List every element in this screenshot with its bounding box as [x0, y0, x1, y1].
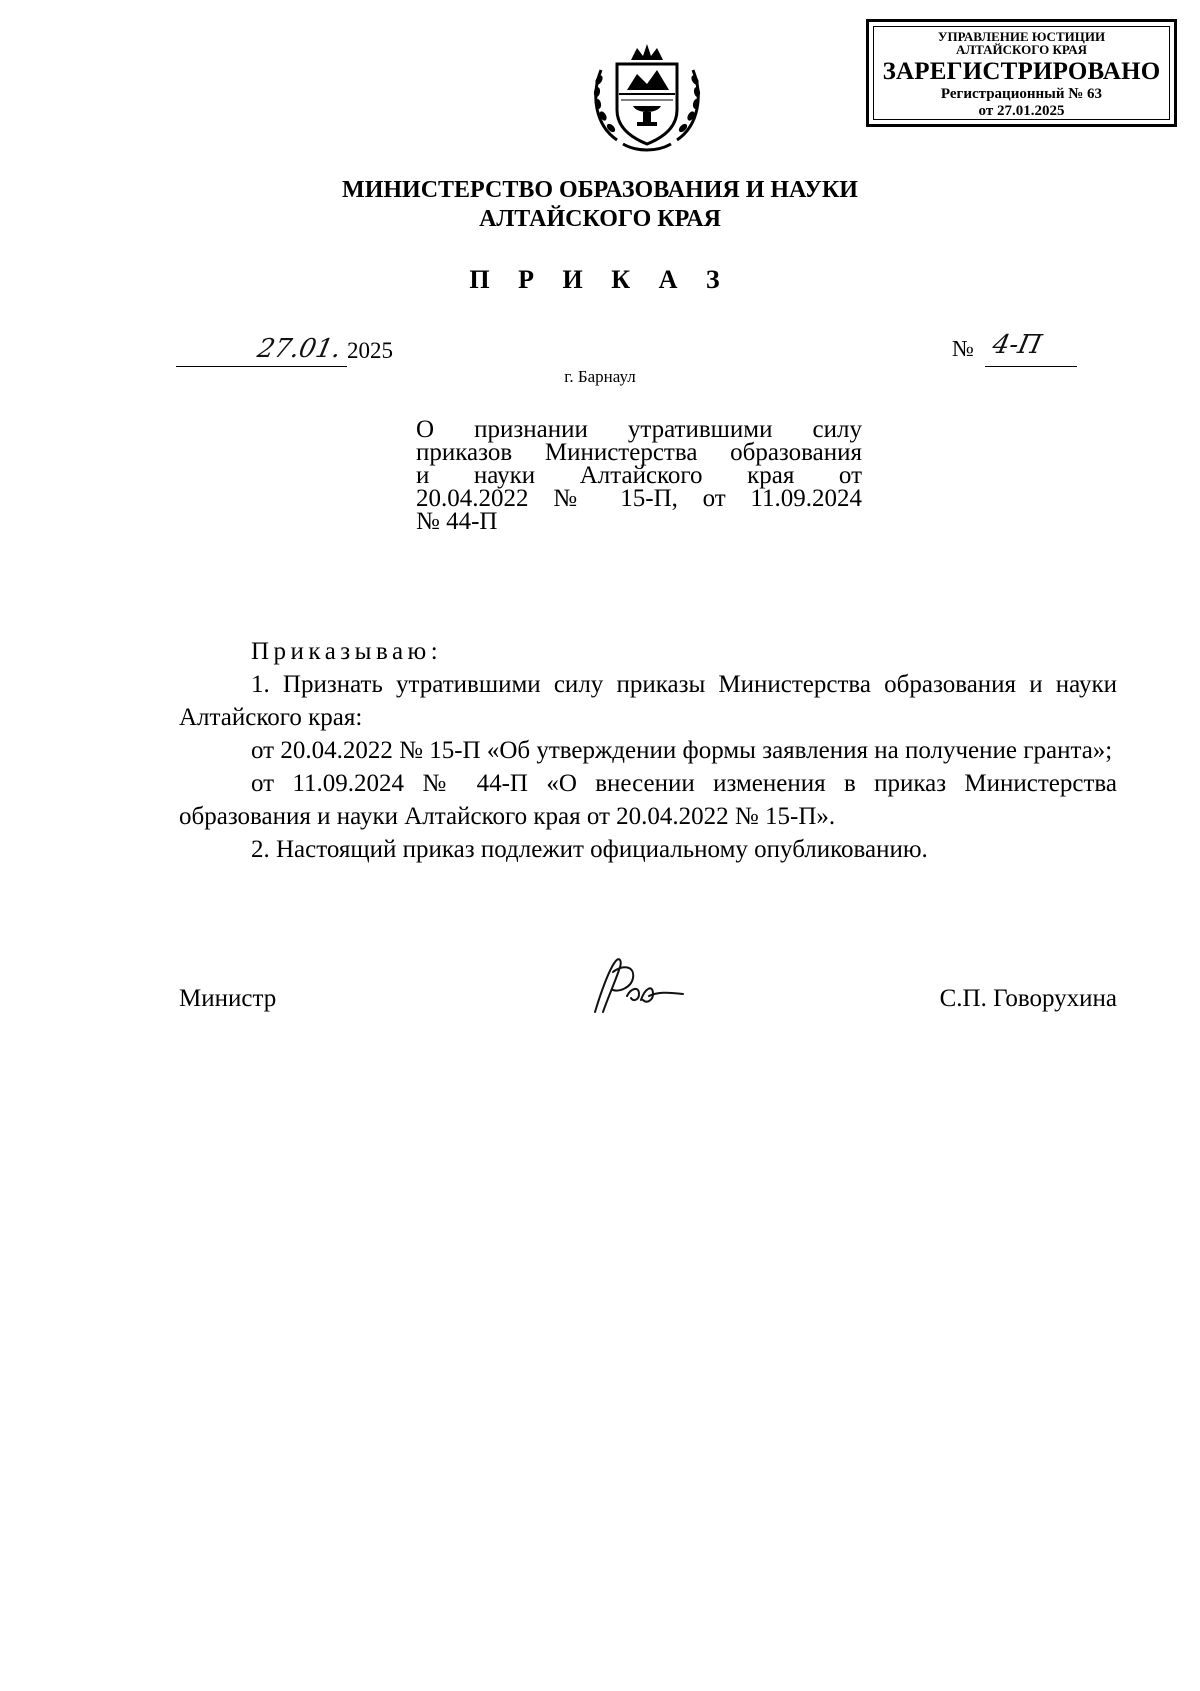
stamp-status: ЗАРЕГИСТРИРОВАНО — [882, 58, 1161, 85]
date-year: 2025 — [347, 338, 393, 363]
order-paragraph: 1. Признать утратившими силу приказы Министерства образования и науки Алтайского края: — [179, 671, 1117, 731]
stamp-agency-line2: АЛТАЙСКОГО КРАЯ — [956, 42, 1087, 57]
subject-line: О признании утратившими силу — [416, 416, 862, 443]
stamp-agency-line1: УПРАВЛЕНИЕ ЮСТИЦИИ — [937, 29, 1106, 44]
signature-icon — [583, 952, 693, 1022]
subject-line: и науки Алтайского края от — [416, 462, 862, 489]
ministry-name-line2: АЛТАЙСКОГО КРАЯ — [479, 206, 721, 232]
stamp-registration-date: от 27.01.2025 — [978, 103, 1065, 119]
ministry-name — [300, 176, 900, 234]
order-body — [179, 635, 1117, 866]
ministry-name-line1: МИНИСТЕРСТВО ОБРАЗОВАНИЯ И НАУКИ — [342, 177, 858, 203]
coat-of-arms-icon — [587, 40, 707, 152]
subject-line: приказов Министерства образования — [416, 439, 862, 466]
order-paragraph: от 11.09.2024 № 44-П «О внесении изменения в приказ Министерства образования и науки Алтайского края от 20.04.2022 № 15-П». — [179, 770, 1117, 830]
signatory-name: С.П. Говорухина — [939, 985, 1117, 1012]
number-prefix: № — [952, 336, 974, 361]
signatory-title: Министр — [179, 985, 277, 1012]
subject-line: 20.04.2022 № 15-П, от 11.09.2024 — [416, 485, 862, 512]
registration-stamp — [866, 19, 1177, 127]
document-type: П Р И К А З — [469, 265, 731, 294]
stamp-registration-number: Регистрационный № 63 — [940, 86, 1103, 102]
order-paragraph: от 20.04.2022 № 15-П «Об утверждении формы заявления на получение гранта»; — [251, 737, 1113, 764]
stamp-inner-frame — [873, 26, 1170, 120]
city: г. Барнаул — [564, 367, 636, 386]
order-paragraph: 2. Настоящий приказ подлежит официальному опубликованию. — [251, 836, 928, 863]
subject-line: № 44-П — [416, 508, 498, 535]
order-word: Приказываю: — [251, 638, 443, 665]
document-subject — [416, 418, 862, 533]
number-handwritten: 4-П — [989, 330, 1045, 360]
date-handwritten: 27.01. — [254, 334, 344, 364]
